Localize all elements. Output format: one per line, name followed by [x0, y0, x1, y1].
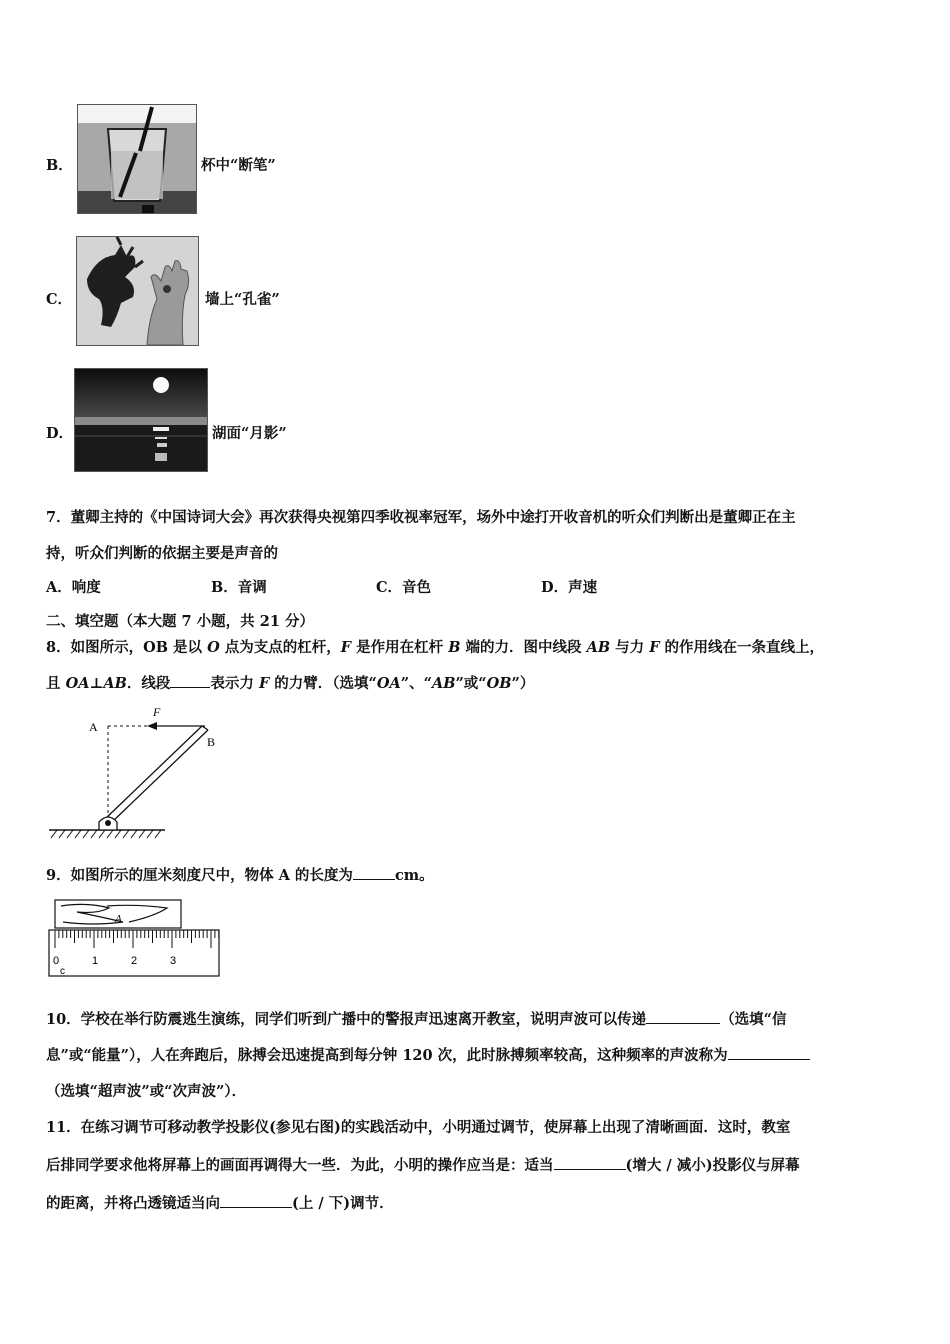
tick-label-0: 0 — [53, 955, 60, 967]
tick-label-1: 1 — [92, 955, 99, 967]
answer-blank[interactable] — [554, 1155, 626, 1170]
lever-diagram — [45, 702, 225, 844]
answer-blank[interactable] — [220, 1193, 292, 1208]
tick-label-3: 3 — [170, 955, 177, 967]
question-8-line-2: 且 OA⊥AB．线段 表示力 F 的力臂．（选填“OA”、“AB”或“OB”） — [46, 675, 535, 692]
option-letter: C． — [46, 291, 73, 308]
option-d: D．声速 — [541, 579, 598, 596]
answer-blank[interactable] — [353, 865, 395, 880]
label-b: B — [207, 735, 216, 749]
question-11-line-3: 的距离，并将凸透镜适当向 (上 / 下)调节． — [46, 1195, 394, 1212]
question-10-line-1: 10．学校在举行防震逃生演练，同学们听到广播中的警报声迅速离开教室，说明声波可以传递 （选填“信 — [46, 1011, 787, 1028]
question-8-line-1: 8．如图所示，OB 是以 O 点为支点的杠杆，F 是作用在杠杆 B 端的力．图中线段 AB 与力 F 的作用线在一条直线上， — [46, 639, 825, 656]
ruler-diagram — [47, 898, 222, 980]
glass-with-pencil-photo — [77, 104, 197, 214]
option-c: C．音色 — [376, 579, 432, 596]
unit-label: c — [60, 966, 65, 977]
question-7-line-2: 持，听众们判断的依据主要是声音的 — [46, 545, 278, 562]
section-title: 二、填空题（本大题 7 小题，共 21 分） — [46, 613, 314, 630]
answer-blank[interactable] — [646, 1009, 720, 1024]
hand-shadow-peacock-photo — [76, 236, 199, 346]
option-caption: 湖面“月影” — [212, 425, 287, 442]
question-11-line-2: 后排同学要求他将屏幕上的画面再调得大一些．为此，小明的操作应当是：适当 (增大 / 减小)投影仪与屏幕 — [46, 1157, 800, 1174]
question-9-text: 9．如图所示的厘米刻度尺中，物体 A 的长度为 cm。 — [46, 867, 434, 884]
moon-reflection-lake-photo — [74, 368, 208, 472]
tick-label-2: 2 — [131, 955, 138, 967]
label-a: A — [89, 720, 98, 734]
question-11-line-1: 11．在练习调节可移动教学投影仪(参见右图)的实践活动中，小明通过调节，使屏幕上出现了清晰画面．这时，教室 — [46, 1119, 791, 1136]
question-10-line-2: 息”或“能量”），人在奔跑后，脉搏会迅速提高到每分钟 120 次，此时脉搏频率较高，这种频率的声波称为 — [46, 1044, 810, 1065]
question-10-line-3: （选填“超声波”或“次声波”）． — [46, 1083, 247, 1100]
option-letter: B． — [46, 157, 73, 174]
option-a: A．响度 — [46, 579, 101, 596]
option-b: B．音调 — [211, 579, 267, 596]
option-caption: 墙上“孔雀” — [205, 291, 280, 308]
label-f: F — [153, 705, 161, 719]
question-7-line-1: 7．董卿主持的《中国诗词大会》再次获得央视第四季收视率冠军，场外中途打开收音机的听众们判断出是董卿正在主 — [46, 509, 796, 526]
option-letter: D． — [46, 425, 74, 442]
answer-blank[interactable] — [728, 1045, 810, 1060]
option-caption: 杯中“断笔” — [201, 157, 276, 174]
answer-blank[interactable] — [170, 673, 210, 688]
object-label: A — [115, 913, 122, 925]
